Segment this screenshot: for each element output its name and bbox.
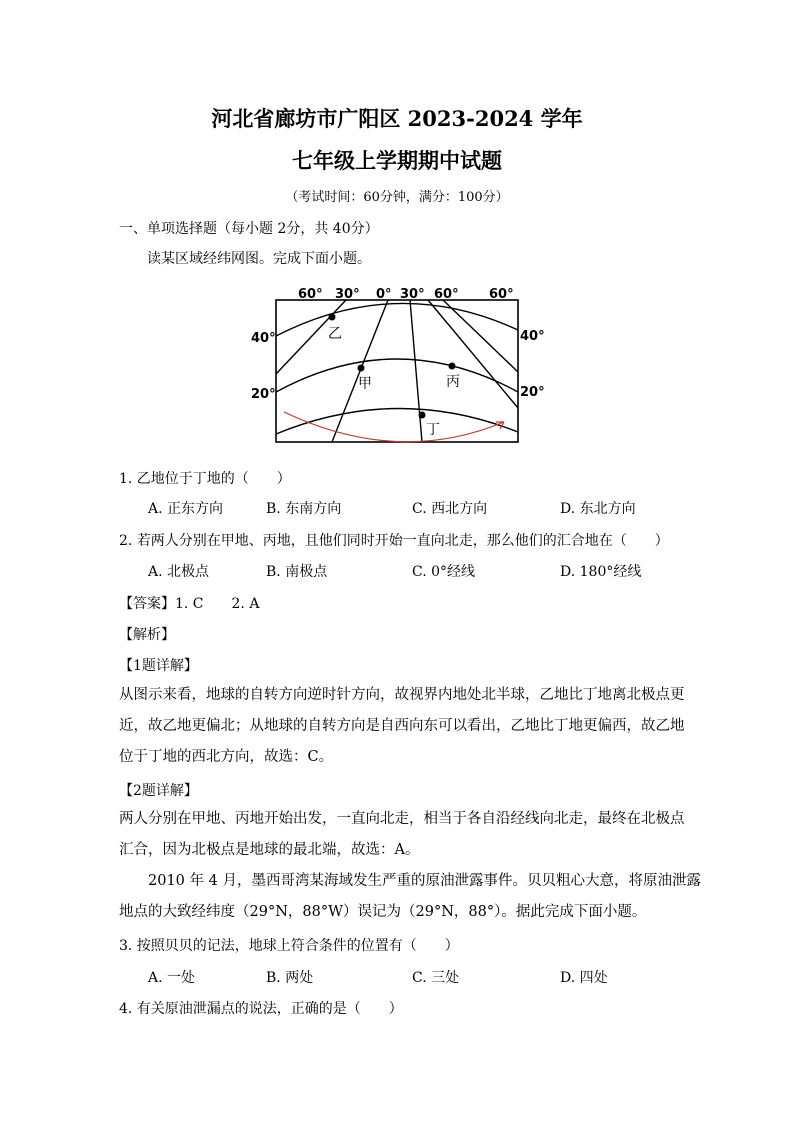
point-label-yi: 乙 [328, 326, 342, 342]
q3-option-d: D. 四处 [560, 970, 608, 986]
top-label-5: 60° [434, 287, 459, 302]
detail2-body [119, 804, 685, 866]
meridian-0 [410, 300, 422, 442]
doc-title-line1: 河北省廊坊市广阳区 2023-2024 学年 [211, 106, 583, 131]
graticule-map [248, 284, 545, 448]
q2-option-c: C. 0°经线 [412, 564, 476, 580]
point-jia [358, 365, 365, 372]
q1-option-c: C. 西北方向 [412, 501, 488, 517]
q3-stem: 3. 按照贝贝的记法，地球上符合条件的位置有（ ） [119, 938, 459, 954]
top-label-3: 0° [376, 287, 392, 302]
q1-option-d: D. 东北方向 [560, 501, 636, 517]
q2-option-b: B. 南极点 [266, 564, 328, 580]
meridian-60e [443, 300, 518, 372]
q2-stem: 2. 若两人分别在甲地、丙地，且他们同时开始一直向北走，那么他们的汇合地在（ ） [119, 533, 669, 549]
detail2-line: 两人分别在甲地、丙地开始出发，一直向北走，相当于各自沿经线向北走，最终在北极点 [119, 811, 685, 827]
left-label-20: 20° [251, 387, 276, 402]
top-label-1: 60° [298, 287, 323, 302]
right-label-20: 20° [520, 385, 545, 400]
top-label-6: 60° [489, 287, 514, 302]
point-label-jia: 甲 [358, 376, 372, 392]
point-label-ding: 丁 [426, 422, 440, 438]
right-label-40: 40° [520, 329, 545, 344]
detail1-body [119, 680, 685, 773]
answer-line: 【答案】1. C 2. A [119, 596, 260, 612]
passage2-line: 2010 年 4 月，墨西哥湾某海域发生严重的原油泄露事件。贝贝粗心大意，将原油泄露 [119, 873, 701, 889]
meridian-30e [428, 300, 518, 408]
detail1-line: 近，故乙地更偏北；从地球的自转方向是自西向东可以看出，乙地比丁地更偏西，故乙地 [119, 718, 685, 734]
top-label-2: 30° [335, 287, 360, 302]
point-yi [329, 314, 336, 321]
detail1-heading: 【1题详解】 [119, 658, 198, 674]
q2-option-d: D. 180°经线 [560, 564, 642, 580]
exam-info: （考试时间：60分钟，满分：100分） [285, 190, 509, 205]
detail2-line: 汇合，因为北极点是地球的最北端，故选：A。 [119, 842, 420, 858]
q1-option-a: A. 正东方向 [148, 501, 224, 517]
passage2-body [119, 866, 701, 928]
q3-option-a: A. 一处 [148, 970, 196, 986]
section-intro: 读某区域经纬网图。完成下面小题。 [147, 251, 371, 267]
left-label-40: 40° [251, 331, 276, 346]
top-label-4: 30° [400, 287, 425, 302]
point-ding [419, 412, 426, 419]
point-label-bing: 丙 [446, 374, 460, 390]
q4-stem: 4. 有关原油泄漏点的说法，正确的是（ ） [119, 1001, 403, 1017]
detail1-line: 从图示来看，地球的自转方向逆时针方向，故视界内地处北半球，乙地比丁地离北极点更 [119, 687, 685, 703]
doc-title-line2: 七年级上学期期中试题 [292, 148, 502, 173]
q3-option-c: C. 三处 [412, 970, 460, 986]
parallel-60 [276, 303, 518, 336]
analysis-heading: 【解析】 [119, 627, 175, 643]
detail1-line: 位于丁地的西北方向，故选：C。 [119, 749, 334, 765]
point-bing [449, 363, 456, 370]
q1-stem: 1. 乙地位于丁地的（ ） [119, 471, 291, 487]
q1-option-b: B. 东南方向 [266, 501, 342, 517]
detail2-heading: 【2题详解】 [119, 783, 198, 799]
passage2-line: 地点的大致经纬度（29°N，88°W）误记为（29°N，88°）。据此完成下面小题。 [119, 904, 647, 920]
q2-option-a: A. 北极点 [148, 564, 210, 580]
q3-option-b: B. 两处 [266, 970, 314, 986]
section-heading: 一、单项选择题（每小题 2分，共 40分） [119, 221, 379, 237]
